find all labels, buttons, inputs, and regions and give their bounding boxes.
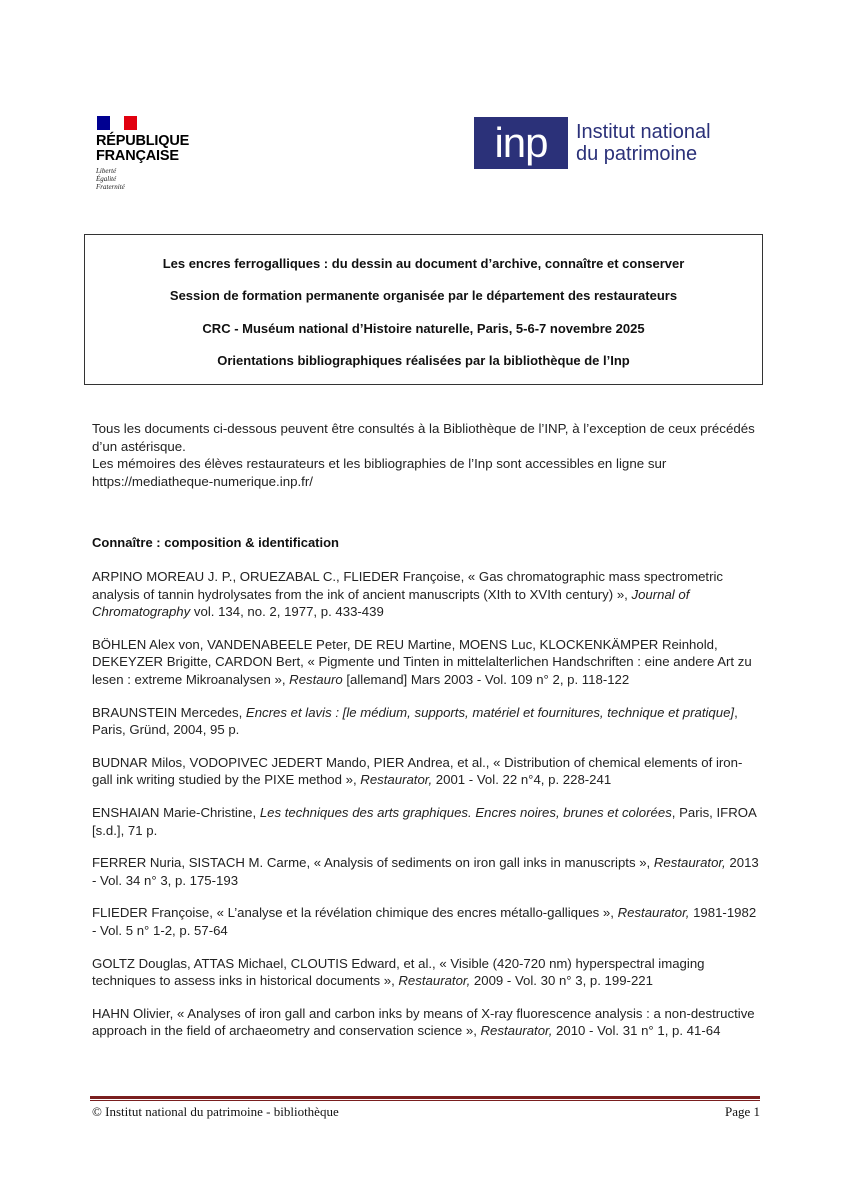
footer-rule-thick [90, 1096, 760, 1099]
motto-fraternite: Fraternité [96, 183, 125, 191]
footer-copyright: © Institut national du patrimoine - bibliothèque [92, 1104, 339, 1119]
inp-acronym: inp [474, 117, 568, 169]
inp-name-line1: Institut national [576, 121, 711, 143]
reference-item: GOLTZ Douglas, ATTAS Michael, CLOUTIS Edward, et al., « Visible (420-720 nm) hyperspectral imaging techniques to assess inks in historical documents », Restaurator, 2009 - Vol. 30 n° 3, p. 199-221 [92, 955, 705, 989]
intro-paragraph-1: Tous les documents ci-dessous peuvent être consultés à la Bibliothèque de l’INP, à l’exception de ceux précédés d’un astérisque. [92, 421, 755, 454]
section-heading: Connaître : composition & identification [92, 535, 339, 550]
footer-rule-thin [90, 1100, 760, 1101]
reference-item: FLIEDER Françoise, « L’analyse et la révélation chimique des encres métallo-galliques », Restaurator, 1981-1982 - Vol. 5 n° 1-2, p. 57-64 [92, 905, 757, 938]
intro-paragraph-2: Les mémoires des élèves restaurateurs et les bibliographies de l’Inp sont accessibles en ligne sur https://mediatheque-numerique.inp.fr/ [92, 456, 667, 489]
title-line-3: CRC - Muséum national d’Histoire naturelle, Paris, 5-6-7 novembre 2025 [202, 321, 645, 336]
inp-full-name [576, 121, 711, 165]
republique-francaise-logo [96, 116, 206, 191]
inp-name-line2: du patrimoine [576, 143, 698, 165]
title-line-2: Session de formation permanente organisée par le département des restaurateurs [169, 288, 678, 303]
reference-item: BÖHLEN Alex von, VANDENABEELE Peter, DE REU Martine, MOENS Luc, KLOCKENKÄMPER Reinhold, DEKEYZER Brigitte, CARDON Bert, « Pigmente und Tinten in mittelalterlichen Handschriften : eine andere Art zu lesen : extreme Mikroanalysen », Restauro [allemand] Mars 2003 - Vol. 109 n° 2, p. 118-122 [92, 636, 752, 687]
title-frame [84, 234, 763, 385]
french-flag-icon [97, 116, 137, 130]
reference-item: ARPINO MOREAU J. P., ORUEZABAL C., FLIEDER Françoise, « Gas chromatographic mass spectrometric analysis of tannin hydrolysates from the ink of ancient manuscripts (XIth to XVIth century) », Journal of Chromatography vol. 134, no. 2, 1977, p. 433-439 [92, 569, 723, 620]
footer-page-number: Page 1 [724, 1104, 760, 1119]
title-line-4: Orientations bibliographiques réalisées par la bibliothèque de l’Inp [217, 353, 630, 368]
motto-liberte: Liberté [96, 167, 117, 175]
reference-item: BUDNAR Milos, VODOPIVEC JEDERT Mando, PIER Andrea, et al., « Distribution of chemical elements of iron-gall ink writing studied by the PIXE method », Restaurator, 2001 - Vol. 22 n°4, p. 228-241 [92, 754, 743, 788]
reference-item: BRAUNSTEIN Mercedes, Encres et lavis : [le médium, supports, matériel et fournitures, technique et pratique], Paris, Gründ, 2004, 95 p. [92, 704, 738, 738]
republique-motto [96, 167, 206, 191]
title-line-1: Les encres ferrogalliques : du dessin au document d’archive, connaître et conserver [162, 256, 685, 271]
reference-list [92, 568, 762, 1055]
reference-item: FERRER Nuria, SISTACH M. Carme, « Analysis of sediments on iron gall inks in manuscripts », Restaurator, 2013 - Vol. 34 n° 3, p. 175-193 [92, 855, 759, 888]
republique-line2: FRANÇAISE [96, 148, 179, 164]
reference-item: ENSHAIAN Marie-Christine, Les techniques des arts graphiques. Encres noires, brunes et colorées, Paris, IFROA [s.d.], 71 p. [92, 804, 757, 838]
intro-text [92, 420, 762, 490]
inp-logo [474, 117, 711, 169]
republique-title [96, 134, 206, 164]
republique-line1: RÉPUBLIQUE [96, 133, 190, 149]
reference-item: HAHN Olivier, « Analyses of iron gall and carbon inks by means of X-ray fluorescence analysis : a non-destructive approach in the field of archaeometry and conservation science », Restaurator, 2010 - Vol. 31 n° 1, p. 41-64 [92, 1005, 755, 1039]
motto-egalite: Égalité [96, 175, 117, 183]
